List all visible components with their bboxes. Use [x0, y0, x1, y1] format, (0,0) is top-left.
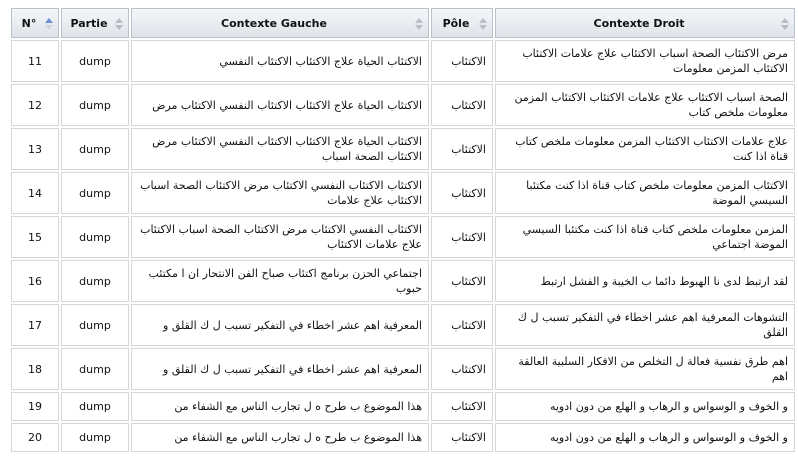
table-row[interactable]	[11, 216, 795, 258]
row-partie: dump	[61, 128, 129, 170]
row-number: 13	[11, 128, 59, 170]
row-contexte-droit: و الخوف و الوسواس و الرهاب و الهلع من دون ادويه	[495, 392, 795, 421]
column-header-pole[interactable]	[431, 8, 493, 38]
row-contexte-gauche: المعرفية اهم عشر اخطاء في التفكير تسبب ل ك القلق و	[131, 304, 429, 346]
row-partie: dump	[61, 40, 129, 82]
row-partie: dump	[61, 84, 129, 126]
column-header-label: Contexte Gauche	[221, 16, 327, 30]
row-contexte-gauche: هذا الموضوع ب طرح ه ل تجارب الناس مع الشفاء من	[131, 392, 429, 421]
row-number: 15	[11, 216, 59, 258]
column-header-label: Contexte Droit	[593, 16, 685, 30]
row-partie: dump	[61, 260, 129, 302]
row-contexte-droit: اهم طرق نفسية فعالة ل التخلص من الافكار السلبية العالقة اهم	[495, 348, 795, 390]
row-partie: dump	[61, 423, 129, 452]
row-pole: الاكتئاب	[431, 40, 493, 82]
row-pole: الاكتئاب	[431, 392, 493, 421]
table-row[interactable]	[11, 304, 795, 346]
row-contexte-gauche: الاكتئاب الحياة علاج الاكتئاب الاكتئاب النفسي الاكتئاب مرض الاكتئاب الصحة اسباب	[131, 128, 429, 170]
row-contexte-gauche: المعرفية اهم عشر اخطاء في التفكير تسبب ل ك القلق و	[131, 348, 429, 390]
table-row[interactable]	[11, 423, 795, 452]
table-row[interactable]	[11, 392, 795, 421]
row-number: 14	[11, 172, 59, 214]
table-row[interactable]	[11, 128, 795, 170]
sort-icon[interactable]	[479, 17, 487, 31]
row-contexte-gauche: الاكتئاب الحياة علاج الاكتئاب الاكتئاب النفسي الاكتئاب مرض	[131, 84, 429, 126]
row-contexte-droit: مرض الاكتئاب الصحة اسباب الاكتئاب علاج علامات الاكتئاب الاكتئاب المزمن معلومات	[495, 40, 795, 82]
row-contexte-gauche: اجتماعي الحزن برنامج اكتئاب صباح الفن الانتحار ان ا مكتئب حبوب	[131, 260, 429, 302]
row-number: 20	[11, 423, 59, 452]
sort-icon[interactable]	[415, 17, 423, 31]
row-contexte-droit: و الخوف و الوسواس و الرهاب و الهلع من دون ادويه	[495, 423, 795, 452]
concordance-table	[9, 6, 797, 454]
row-number: 18	[11, 348, 59, 390]
row-contexte-droit: لقد ارتبط لدى نا الهبوط دائما ب الخيبة و الفشل ارتبط	[495, 260, 795, 302]
row-partie: dump	[61, 172, 129, 214]
sort-icon[interactable]	[781, 17, 789, 31]
row-partie: dump	[61, 348, 129, 390]
row-contexte-gauche: الاكتئاب الحياة علاج الاكتئاب الاكتئاب النفسي	[131, 40, 429, 82]
row-contexte-droit: علاج علامات الاكتئاب الاكتئاب المزمن معلومات ملخص كتاب قناة اذا كنت	[495, 128, 795, 170]
row-partie: dump	[61, 304, 129, 346]
row-number: 11	[11, 40, 59, 82]
row-pole: الاكتئاب	[431, 128, 493, 170]
row-pole: الاكتئاب	[431, 348, 493, 390]
row-partie: dump	[61, 216, 129, 258]
column-header-number[interactable]	[11, 8, 59, 38]
row-pole: الاكتئاب	[431, 216, 493, 258]
table-row[interactable]	[11, 260, 795, 302]
table-row[interactable]	[11, 84, 795, 126]
column-header-contexte-droit[interactable]	[495, 8, 795, 38]
table-row[interactable]	[11, 40, 795, 82]
sort-icon[interactable]	[115, 17, 123, 31]
row-contexte-gauche: هذا الموضوع ب طرح ه ل تجارب الناس مع الشفاء من	[131, 423, 429, 452]
row-number: 19	[11, 392, 59, 421]
row-number: 16	[11, 260, 59, 302]
row-pole: الاكتئاب	[431, 84, 493, 126]
row-contexte-droit: التشوهات المعرفية اهم عشر اخطاء في التفكير تسبب ل ك القلق	[495, 304, 795, 346]
header-row	[11, 8, 795, 38]
row-number: 17	[11, 304, 59, 346]
column-header-label: Partie	[70, 16, 108, 30]
row-contexte-gauche: الاكتئاب الاكتئاب النفسي الاكتئاب مرض الاكتئاب الصحة اسباب الاكتئاب علاج علامات	[131, 172, 429, 214]
row-pole: الاكتئاب	[431, 260, 493, 302]
column-header-label: Pôle	[442, 16, 470, 30]
row-contexte-gauche: الاكتئاب النفسي الاكتئاب مرض الاكتئاب الصحة اسباب الاكتئاب علاج علامات الاكتئاب	[131, 216, 429, 258]
row-contexte-droit: الصحة اسباب الاكتئاب علاج علامات الاكتئاب الاكتئاب المزمن معلومات ملخص كتاب	[495, 84, 795, 126]
row-number: 12	[11, 84, 59, 126]
row-pole: الاكتئاب	[431, 423, 493, 452]
table-row[interactable]	[11, 348, 795, 390]
row-contexte-droit: الاكتئاب المزمن معلومات ملخص كتاب قناة اذا كنت مكتئبا السيسي الموضة	[495, 172, 795, 214]
row-pole: الاكتئاب	[431, 304, 493, 346]
column-header-partie[interactable]	[61, 8, 129, 38]
row-pole: الاكتئاب	[431, 172, 493, 214]
row-contexte-droit: المزمن معلومات ملخص كتاب قناة اذا كنت مكتئبا السيسي الموضة اجتماعي	[495, 216, 795, 258]
column-header-label: N°	[21, 16, 37, 30]
column-header-contexte-gauche[interactable]	[131, 8, 429, 38]
sort-ascending-icon[interactable]	[45, 17, 53, 31]
row-partie: dump	[61, 392, 129, 421]
table-row[interactable]	[11, 172, 795, 214]
